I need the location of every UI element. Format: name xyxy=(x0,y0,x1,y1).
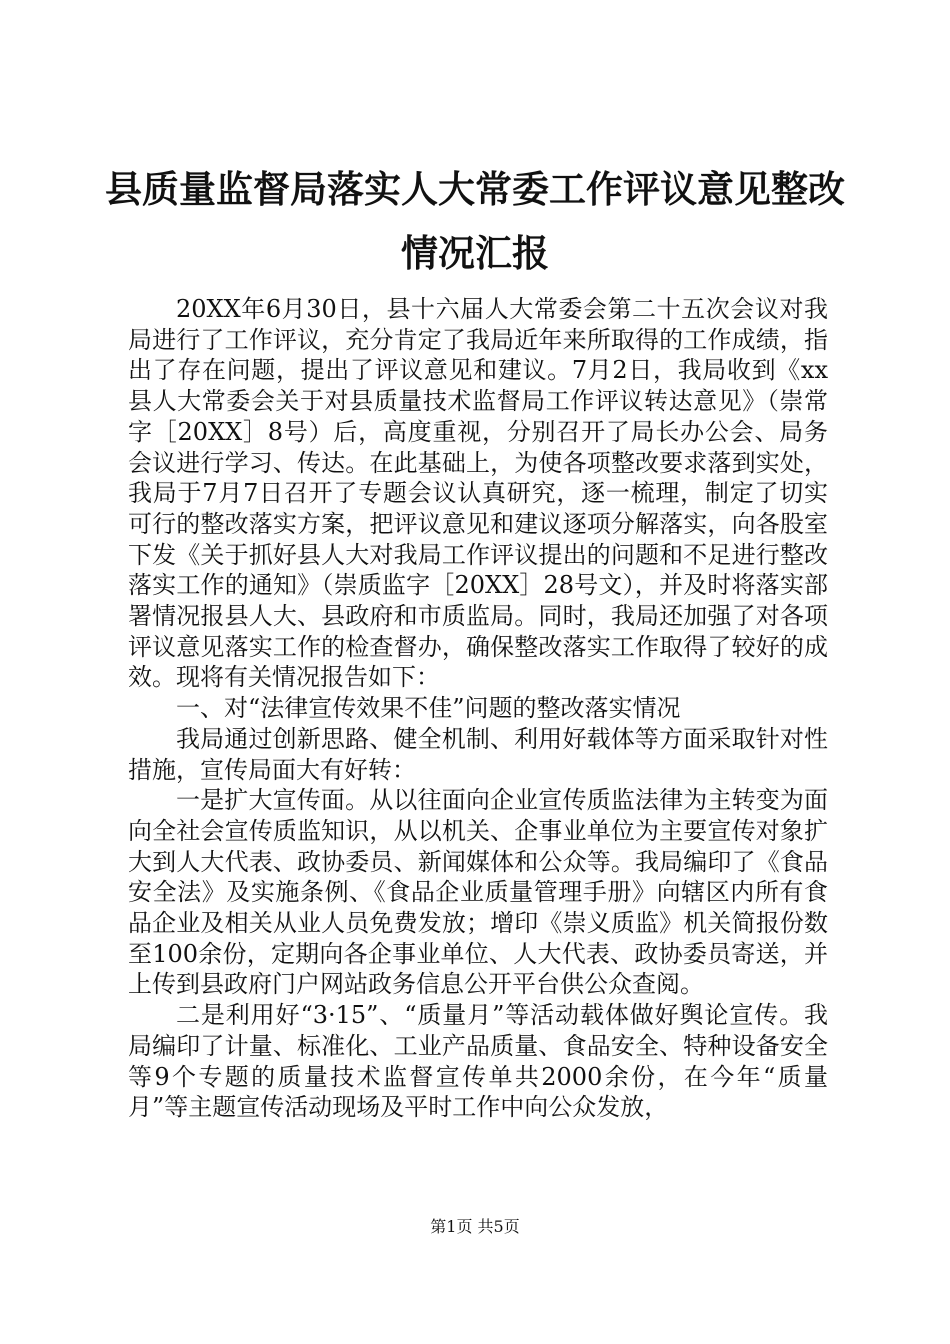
paragraph-point-1: 一是扩大宣传面。从以往面向企业宣传质监法律为主转变为面向全社会宣传质监知识，从以机关、企事业单位为主要宣传对象扩大到人大代表、政协委员、新闻媒体和公众等。我局编印了《食品安全法》及实施条例、《食品企业质量管理手册》向辖区内所有食品企业及相关从业人员免费发放；增印《崇义质监》机关简报份数至100余份，定期向各企事业单位、人大代表、政协委员寄送，并上传到县政府门户网站政务信息公开平台供公众查阅。 xyxy=(128,786,828,999)
paragraph-intro: 20XX年6月30日，县十六届人大常委会第二十五次会议对我局进行了工作评议，充分肯定了我局近年来所取得的工作成绩，指出了存在问题，提出了评议意见和建议。7月2日，我局收到《xx县人大常委会关于对县质量技术监督局工作评议转达意见》（崇常字［20XX］8号）后，高度重视，分别召开了局长办公会、局务会议进行学习、传达。在此基础上，为使各项整改要求落到实处，我局于7月7日召开了专题会议认真研究，逐一梳理，制定了切实可行的整改落实方案，把评议意见和建议逐项分解落实，向各股室下发《关于抓好县人大对我局工作评议提出的问题和不足进行整改落实工作的通知》（崇质监字［20XX］28号文），并及时将落实部署情况报县人大、县政府和市质监局。同时，我局还加强了对各项评议意见落实工作的检查督办，确保整改落实工作取得了较好的成效。现将有关情况报告如下： xyxy=(128,295,828,692)
paragraph-measures: 我局通过创新思路、健全机制、利用好载体等方面采取针对性措施，宣传局面大有好转： xyxy=(128,724,828,784)
document-title: 县质量监督局落实人大常委工作评议意见整改情况汇报 xyxy=(105,168,845,275)
document-body xyxy=(128,294,828,1123)
paragraph-point-2: 二是利用好“3·15”、“质量月”等活动载体做好舆论宣传。我局编印了计量、标准化、工业产品质量、食品安全、特种设备安全等9个专题的质量技术监督宣传单共2000余份，在今年“质量月”等主题宣传活动现场及平时工作中向公众发放， xyxy=(128,1001,828,1122)
section-heading-1: 一、对“法律宣传效果不佳”问题的整改落实情况 xyxy=(176,694,681,723)
page-footer: 第1页 共5页 xyxy=(430,1217,520,1236)
